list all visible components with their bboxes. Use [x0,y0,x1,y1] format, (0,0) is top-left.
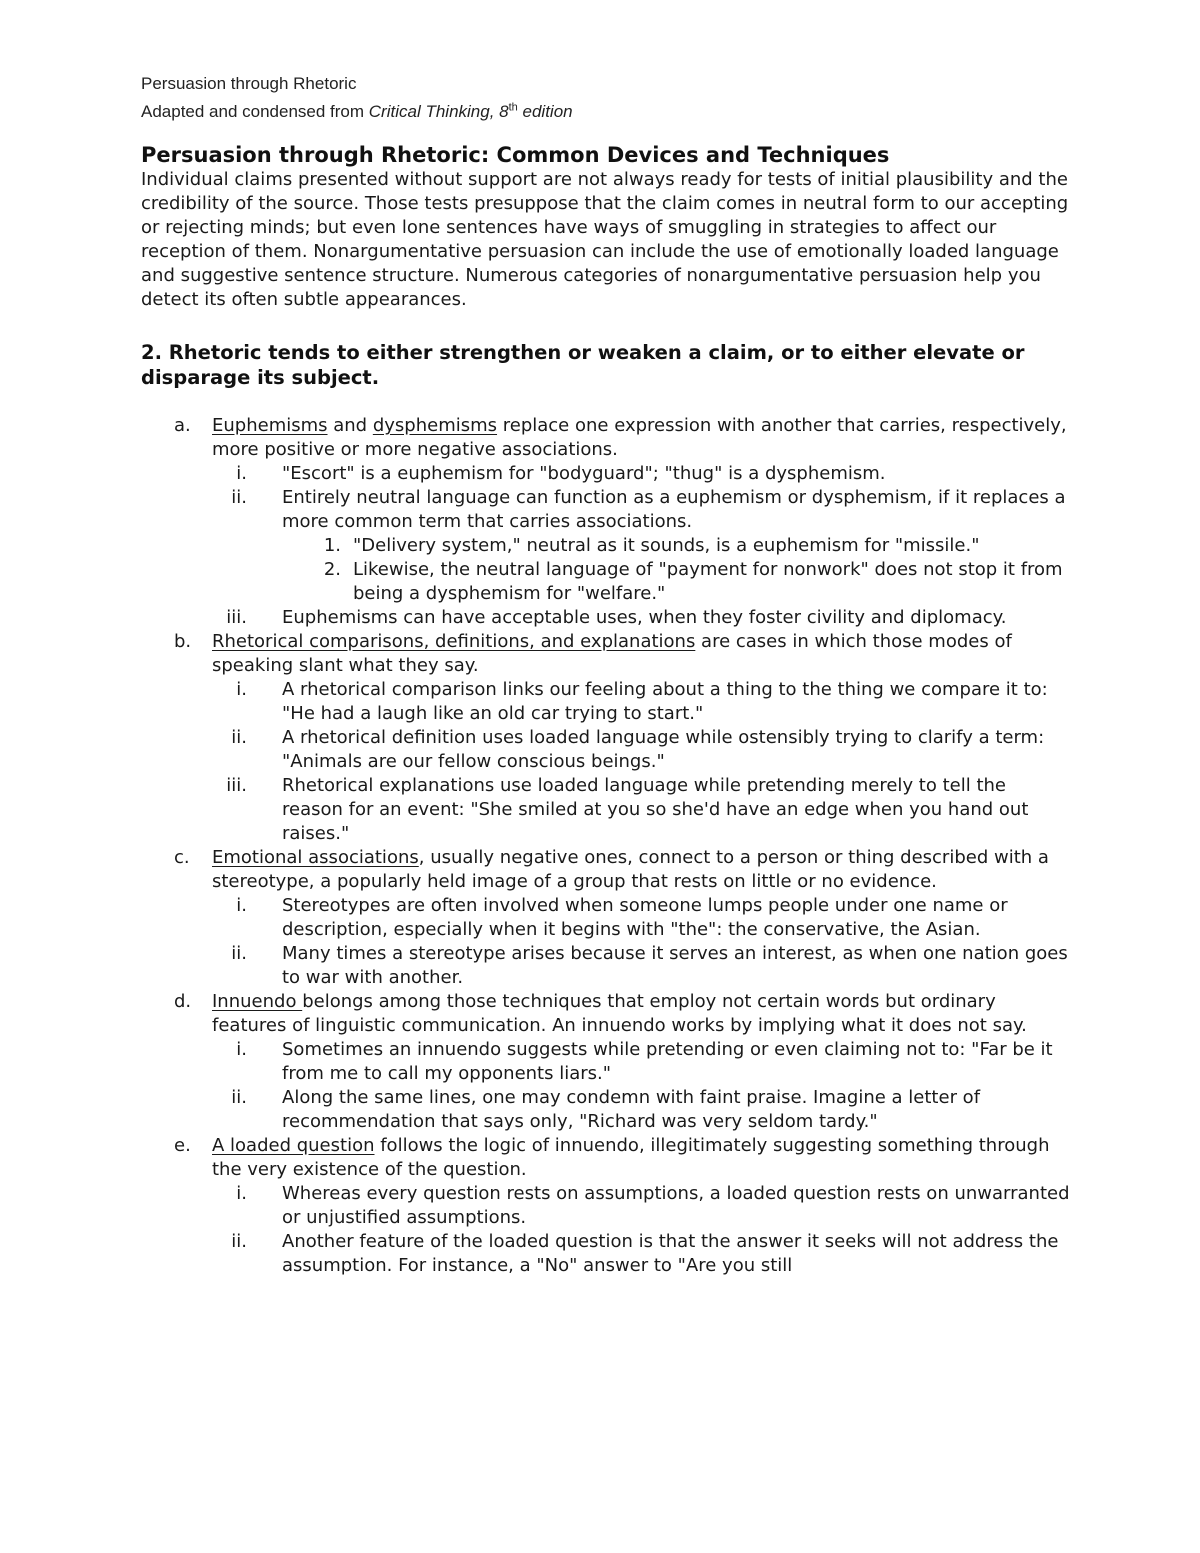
list-marker: b. [174,631,192,652]
list-item-a [141,414,1071,462]
subitem-text: Many times a stereotype arises because it serves an interest, as when one nation goes to war with another. [282,943,1068,988]
list-subitem [141,1086,1071,1134]
list-subitem [141,678,1071,726]
list-subitem [141,1230,1071,1278]
list-numbered-item [141,558,1071,606]
list-marker: iii. [226,607,247,628]
list-subitem [141,726,1071,774]
list-subitem [141,774,1071,846]
intro-paragraph: Individual claims presented without support are not always ready for tests of initial plausibility and the credibility of the source. Those tests presuppose that the claim comes in neutral form to our accepting or rejecting minds; but even lone sentences have ways of smuggling in strategies to affect our reception of them. Nonargumentative persuasion can include the use of emotionally loaded language and suggestive sentence structure. Numerous categories of nonargumentative persuasion help you detect its often subtle appearances. [141,169,1069,310]
header-source-superscript: th [508,101,518,114]
subitem-text: Another feature of the loaded question is that the answer it seeks will not address the assumption. For instance, a "No" answer to "Are you still [282,1231,1059,1276]
list-marker: 1. [323,535,341,556]
list-marker: i. [236,463,247,484]
header-title-text: Persuasion through Rhetoric [141,74,357,93]
subitem-text: Along the same lines, one may condemn with faint praise. Imagine a letter of recommendation that says only, "Richard was very seldom tardy." [282,1087,981,1132]
term-rhetorical-comparisons: Rhetorical comparisons, definitions, and explanations [212,631,696,652]
term-dysphemisms: dysphemisms [372,415,498,436]
header-source-book: Critical Thinking, 8 [368,102,509,121]
list-item-e [141,1134,1071,1182]
subitem-text: Stereotypes are often involved when someone lumps people under one name or description, especially when it begins with "the": the conservative, the Asian. [282,895,1008,940]
list-item-b [141,630,1071,678]
item-text: replace one expression with another that carries, respectively, more positive or more negative associations. [212,415,1067,460]
list-marker: ii. [231,487,247,508]
subitem-text: "Escort" is a euphemism for "bodyguard"; "thug" is a dysphemism. [282,463,886,484]
term-join: and [327,415,373,436]
numbered-text: Likewise, the neutral language of "payment for nonwork" does not stop it from being a dysphemism for "welfare." [353,559,1063,604]
list-marker: ii. [231,1231,247,1252]
item-text: belongs among those techniques that employ not certain words but ordinary features of linguistic communication. An innuendo works by implying what it does not say. [212,991,1027,1036]
item-text: follows the logic of innuendo, illegitimately suggesting something through the very existence of the question. [212,1135,1050,1180]
list-item-d [141,990,1071,1038]
list-subitem [141,894,1071,942]
subitem-text: Rhetorical explanations use loaded language while pretending merely to tell the reason for an event: "She smiled at you so she'd have an edge when you hand out raises." [282,775,1029,844]
list-marker: c. [174,847,190,868]
header-source [141,98,1071,126]
term-innuendo: Innuendo [212,991,303,1012]
list-marker: i. [236,1039,247,1060]
subitem-text: Sometimes an innuendo suggests while pretending or even claiming not to: "Far be it from me to call my opponents liars." [282,1039,1053,1084]
list-subitem [141,1182,1071,1230]
item-text: , usually negative ones, connect to a person or thing described with a stereotype, a popularly held image of a group that rests on little or no evidence. [212,847,1049,892]
list-subitem [141,606,1071,630]
item-text: are cases in which those modes of speaking slant what they say. [212,631,1012,676]
list-marker: i. [236,895,247,916]
list-subitem [141,462,1071,486]
list-marker: ii. [231,727,247,748]
list-marker: i. [236,1183,247,1204]
subitem-text: Whereas every question rests on assumptions, a loaded question rests on unwarranted or unjustified assumptions. [282,1183,1070,1228]
list-marker: ii. [231,943,247,964]
list-numbered-item [141,534,1071,558]
subitem-text: A rhetorical definition uses loaded language while ostensibly trying to clarify a term: "Animals are our fellow conscious beings." [282,727,1045,772]
list-subitem [141,486,1071,534]
document-page [141,70,1071,1278]
list-marker: i. [236,679,247,700]
term-euphemisms: Euphemisms [212,415,328,436]
numbered-text: "Delivery system," neutral as it sounds, is a euphemism for "missile." [353,535,980,556]
term-emotional-associations: Emotional associations [212,847,419,868]
page-title: Persuasion through Rhetoric: Common Devices and Techniques [141,143,890,167]
list-subitem [141,942,1071,990]
list-marker: 2. [323,559,341,580]
section-heading: 2. Rhetoric tends to either strengthen or weaken a claim, or to either elevate or disparage its subject. [141,341,1025,389]
list-marker: a. [174,415,191,436]
subitem-text: A rhetorical comparison links our feeling about a thing to the thing we compare it to: "He had a laugh like an old car trying to start." [282,679,1048,724]
list-marker: ii. [231,1087,247,1108]
subitem-text: Euphemisms can have acceptable uses, when they foster civility and diplomacy. [282,607,1007,628]
term-loaded-question: A loaded question [212,1135,375,1156]
list-marker: d. [174,991,192,1012]
list-item-c [141,846,1071,894]
header-source-prefix: Adapted and condensed from [141,102,369,121]
header-title [141,70,1071,98]
list-subitem [141,1038,1071,1086]
header-source-suffix: edition [517,102,573,121]
list-marker: iii. [226,775,247,796]
list-marker: e. [174,1135,191,1156]
subitem-text: Entirely neutral language can function as a euphemism or dysphemism, if it replaces a more common term that carries associations. [282,487,1066,532]
